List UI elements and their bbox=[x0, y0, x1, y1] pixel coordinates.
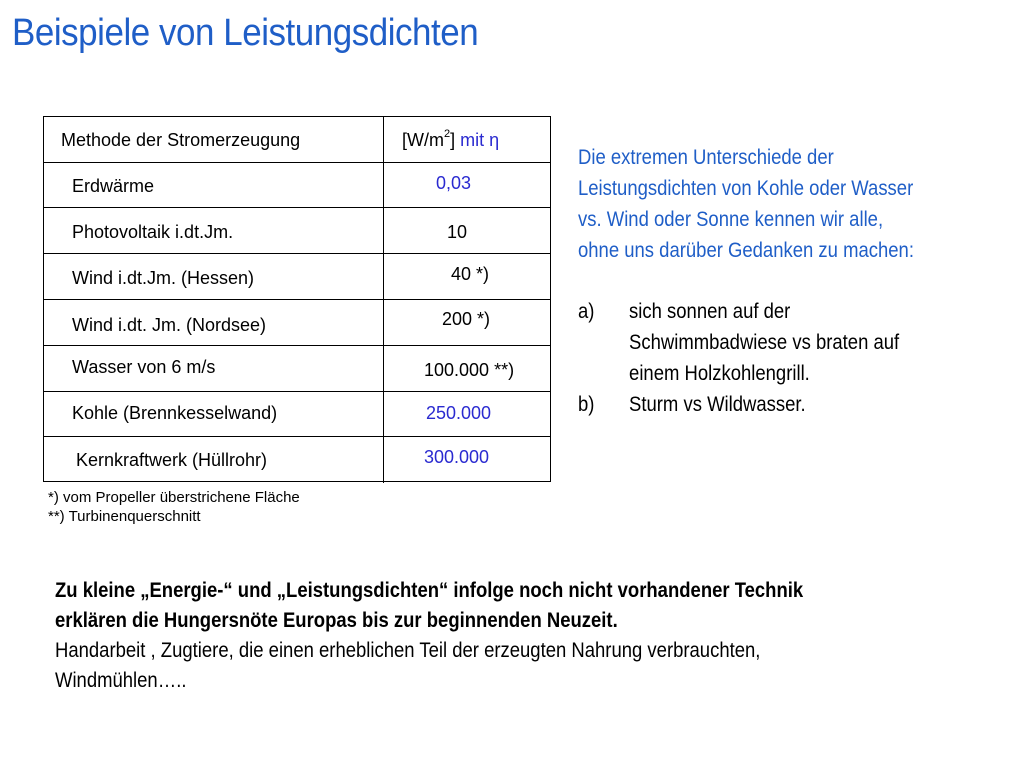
table-row bbox=[44, 163, 550, 208]
header-unit: $[W/m^2]$ mit η bbox=[402, 128, 500, 150]
row-value: 200 *) bbox=[442, 309, 491, 329]
table-header-row bbox=[44, 117, 550, 163]
row-method: Wind i.dt. Jm. (Nordsee) bbox=[72, 315, 267, 335]
header-mit-eta: mit η bbox=[460, 130, 500, 150]
row-method: Photovoltaik i.dt.Jm. bbox=[72, 222, 234, 242]
row-value: 250.000 bbox=[426, 403, 492, 423]
row-method: Wasser von 6 m/s bbox=[72, 357, 216, 377]
row-value: 0,03 bbox=[436, 173, 472, 193]
list-marker: b) bbox=[578, 393, 595, 416]
table-row bbox=[44, 346, 550, 392]
page-title: Beispiele von Leistungsdichten bbox=[12, 12, 479, 54]
example-list bbox=[578, 296, 899, 420]
table-row bbox=[44, 300, 550, 346]
row-value: 40 *) bbox=[451, 264, 490, 284]
list-marker: a) bbox=[578, 300, 595, 323]
table-row bbox=[44, 392, 550, 437]
row-value: 300.000 bbox=[424, 447, 490, 467]
row-value: 100.000 **) bbox=[424, 360, 515, 380]
table-row bbox=[44, 254, 550, 300]
footnote: **) Turbinenquerschnitt bbox=[48, 508, 201, 525]
row-method: Erdwärme bbox=[72, 176, 155, 196]
row-method: Wind i.dt.Jm. (Hessen) bbox=[72, 268, 255, 288]
table-row bbox=[44, 208, 550, 254]
power-density-table bbox=[43, 116, 551, 482]
header-method: Methode der Stromerzeugung bbox=[61, 130, 301, 150]
explanation-paragraph: Die extremen Unterschiede der Leistungsdichten von Kohle oder Wasser vs. Wind oder Sonne kennen wir alle, ohne uns darüber Gedanken zu machen: bbox=[578, 146, 914, 262]
footnotes bbox=[48, 488, 300, 526]
row-value: 10 bbox=[447, 222, 468, 242]
row-method: Kohle (Brennkesselwand) bbox=[72, 403, 278, 423]
conclusion-paragraph: Zu kleine „Energie-“ und „Leistungsdichten“ infolge noch nicht vorhandener Technik erklären die Hungersnöte Europas bis zur beginnenden Neuzeit. Handarbeit , Zugtiere, die einen erheblichen Teil der erzeugten Nahrung verbrauchten, Windmühlen….. bbox=[55, 579, 804, 692]
table-row bbox=[44, 437, 550, 483]
footnote: *) vom Propeller überstrichene Fläche bbox=[48, 489, 300, 506]
row-method: Kernkraftwerk (Hüllrohr) bbox=[76, 450, 268, 470]
list-item: b) Sturm vs Wildwasser. bbox=[578, 389, 899, 420]
list-item: a) sich sonnen auf der Schwimmbadwiese vs braten auf einem Holzkohlengrill. bbox=[578, 296, 899, 389]
